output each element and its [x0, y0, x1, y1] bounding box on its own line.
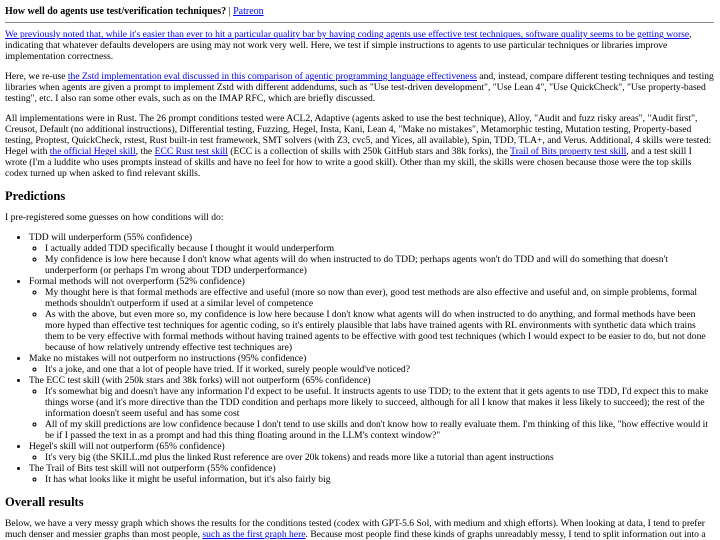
- conditions-paragraph: All implementations were in Rust. The 26 prompt conditions tested were ACL2, Adaptive (agents asked to use the best technique), Alloy, "Audit and fuzz risky areas", "Audit first", Creusot, Default (no additional instructions), Differential testing, Fuzzing, Hegel, Insta, Kani, Lean 4, "Make no mistakes", Metamorphic testing, Mutation testing, Property-based testing, Proptest, QuickCheck, rstest, Rust built-in test framework, SMT solvers (with Z3, cvc5, and Yices, all available), Spin, TDD, TLA+, and Verus. Additional, 4 skills were tested: Hegel with the official Hegel skill, the ECC Rust test skill (ECC is a collection of skills with 250k GitHub stars and 38k forks), the Trail of Bits property test skill, and a test skill I wrote (I'm a luddite who uses prompts instead of skills and have no feel for how to write a good skill). Other than my skill, the skills were chosen because those were the top skills codex turned up when asked to find relevant skills.: [5, 113, 712, 179]
- first-graph-link[interactable]: such as the first graph here: [202, 529, 306, 540]
- predictions-intro: I pre-registered some guesses on how conditions will do:: [5, 212, 224, 223]
- trail-of-bits-skill-link[interactable]: Trail of Bits property test skill: [510, 146, 627, 157]
- prediction-note: ◦ As with the above, but even more so, my confidence is low here because I don't know what agents will do when instructed to do anything, and formal methods have been more hyped than effective test techniques for agentic coding, so it's entirely plausible that labs have trained agents with RL environments with synthetic data which trains them to be very effective with formal methods without having trained agents to be effective with good test techniques (which I would expect to be easier to do, but not done because of how relatively untrendy effective test techniques are): [45, 309, 714, 353]
- prediction-note: ◦ It's a joke, and one that a lot of people have tried. If it worked, surely people would've noticed?: [45, 364, 714, 375]
- results-heading: Overall results: [5, 495, 84, 509]
- predictions-list: [5, 232, 714, 485]
- prediction-note: ◦ My confidence is low here because I don't know what agents will do when instructed to do TDD; perhaps agents won't do TDD and will do something that doesn't underperform (or perhaps I'm wrong about TDD underperformance): [45, 254, 714, 276]
- prediction-note: ◦ It's very big (the SKILL.md plus the linked Rust reference are over 20k tokens) and reads more like a tutorial than agent instructions: [45, 452, 714, 463]
- prediction-note: ◦ All of my skill predictions are low confidence because I don't tend to use skills and don't know how to really evaluate them. I'm thinking of this like, "how effective would it be if I passed the text in as a prompt and had this thing floating around in the LLM's context window?": [45, 419, 714, 441]
- page-header: [5, 5, 714, 18]
- page-title: How well do agents use test/verification techniques?: [5, 6, 227, 17]
- prediction-note: ◦ It has what looks like it might be useful information, but it's also fairly big: [45, 474, 714, 485]
- methodology-paragraph: Here, we re-use the Zstd implementation eval discussed in this comparison of agentic programming language effectiveness and, instead, compare different testing techniques and testing libraries when agents are given a prompt to implement Zstd with different addendums, such as "Use test-driven development", "Use Lean 4", "Use QuickCheck", "Use property-based testing", etc. I also ran some other evals, such as on the IMAP RFC, which are briefly discussed.: [5, 71, 714, 104]
- prediction-note: ◦ I actually added TDD specifically because I thought it would underperform: [45, 243, 714, 254]
- title-separator: |: [226, 6, 234, 17]
- patreon-link[interactable]: Patreon: [233, 6, 264, 17]
- prediction-note: ◦ My thought here is that formal methods are effective and useful (more so now than ever), good test methods are also effective and useful and, on simple problems, formal methods shouldn't outperform if used at a similar level of competence: [45, 287, 714, 309]
- prediction-note: ◦ It's somewhat big and doesn't have any information I'd expect to be useful. It instructs agents to use TDD; to the extent that it gets agents to use TDD, I'd expect this to make things worse (and it's more directive than the TDD condition and perhaps more likely to succeed, although for all I know that makes it less likely to succeed); the rest of the information doesn't seem useful and has some cost: [45, 386, 714, 419]
- predictions-heading: Predictions: [5, 189, 66, 203]
- ecc-skill-link[interactable]: ECC Rust test skill: [154, 146, 228, 157]
- prediction-item: • The ECC test skill (with 250k stars and 38k forks) will not outperform (65% confidence) ◦ It's somewhat big and doesn't have any information I'd expect to be useful. It instructs agents to use TDD; to the extent that it gets agents to use TDD, I'd expect this to make things worse (and it's more directive than the TDD condition and perhaps more likely to succeed, although for all I know that makes it less likely to succeed); the rest of the information doesn't seem useful and has some cost ◦ All of my skill predictions are low confidence because I don't tend to use skills and don't know how to really evaluate them. I'm thinking of this like, "how effective would it be if I passed the text in as a prompt and had this thing floating around in the LLM's context window?": [29, 375, 714, 441]
- prediction-item: • The Trail of Bits test skill will not outperform (55% confidence) ◦ It has what looks like it might be useful information, but it's also fairly big: [29, 463, 714, 485]
- header-divider: [5, 22, 714, 23]
- prediction-item: • TDD will underperform (55% confidence) ◦ I actually added TDD specifically because I thought it would underperform ◦ My confidence is low here because I don't know what agents will do when instructed to do TDD; perhaps agents won't do TDD and will do something that doesn't underperform (or perhaps I'm wrong about TDD underperformance): [29, 232, 714, 276]
- prediction-item: • Formal methods will not overperform (52% confidence) ◦ My thought here is that formal methods are effective and useful (more so now than ever), good test methods are also effective and useful and, on simple problems, formal methods shouldn't outperform if used at a similar level of competence ◦ As with the above, but even more so, my confidence is low here because I don't know what agents will do when instructed to do anything, and formal methods have been more hyped than effective test techniques for agentic coding, so it's entirely plausible that labs have trained agents with RL environments with synthetic data which trains them to be very effective with formal methods without having trained agents to be effective with good test techniques (which I would expect to be easier to do, but not done because of how relatively untrendy effective test techniques are): [29, 276, 714, 353]
- results-paragraph: Below, we have a very messy graph which shows the results for the conditions tested (codex with GPT-5.6 Sol, with medium and xhigh efforts). When looking at data, I tend to prefer much denser and messier graphs than most people, such as the first graph here. Because most people find these kinds of graphs unreadably messy, I tend to split information out into a: [5, 518, 706, 540]
- zstd-eval-link[interactable]: the Zstd implementation eval discussed in this comparison of agentic programming language effectiveness: [67, 71, 477, 82]
- hegel-skill-link[interactable]: the official Hegel skill: [49, 146, 136, 157]
- prediction-item: • Hegel's skill will not outperform (65% confidence) ◦ It's very big (the SKILL.md plus the linked Rust reference are over 20k tokens) and reads more like a tutorial than agent instructions: [29, 441, 714, 463]
- previous-post-link[interactable]: We previously noted that, while it's easier than ever to hit a particular quality bar by having coding agents use effective test techniques, software quality seems to be getting worse: [5, 29, 690, 40]
- intro-paragraph: We previously noted that, while it's easier than ever to hit a particular quality bar by having coding agents use effective test techniques, software quality seems to be getting worse, indicating that whatever defaults developers are using may not work very well. Here, we test if simple instructions to agents to use particular techniques or libraries improve implementation correctness.: [5, 29, 692, 62]
- prediction-item: • Make no mistakes will not outperform no instructions (95% confidence) ◦ It's a joke, and one that a lot of people have tried. If it worked, surely people would've noticed?: [29, 353, 714, 375]
